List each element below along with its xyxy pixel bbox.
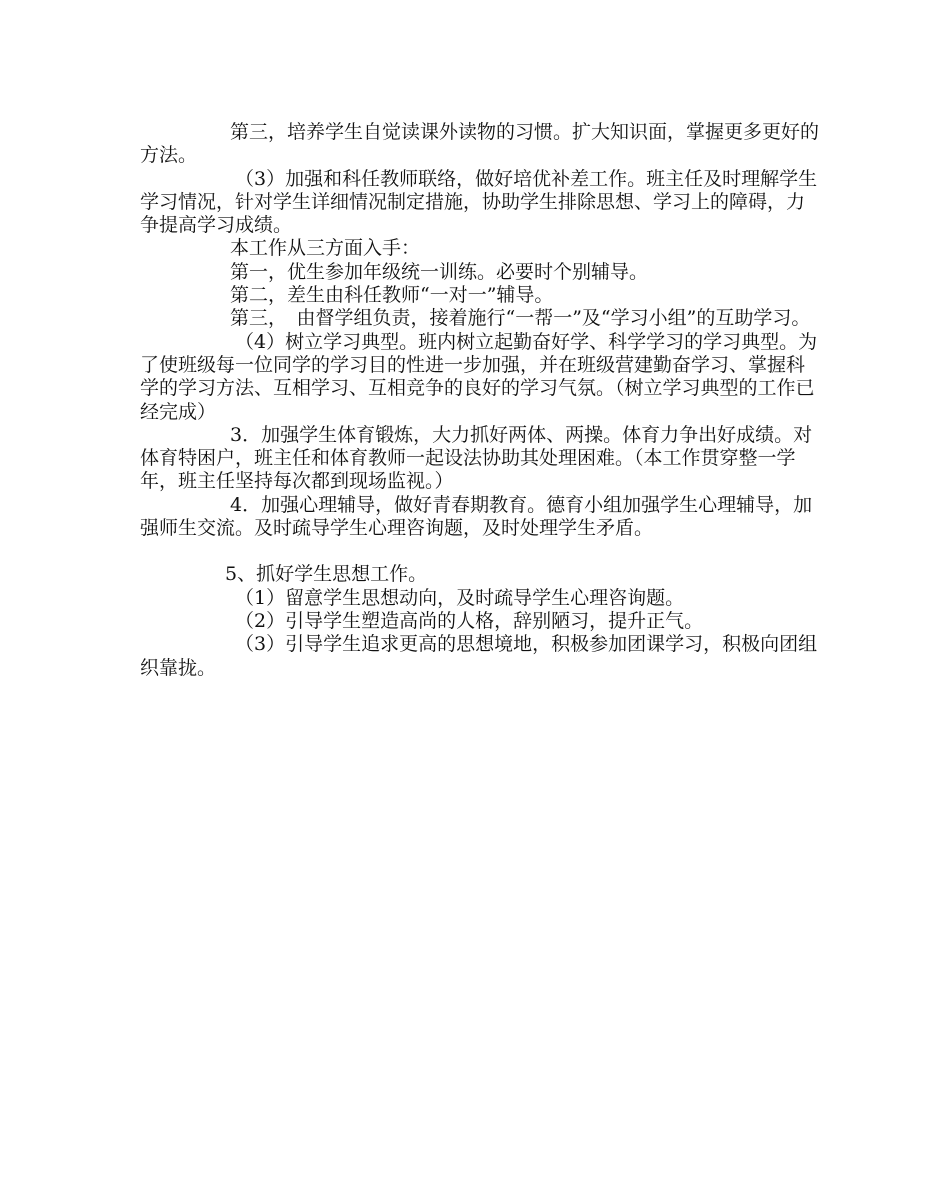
paragraph: 4．加强心理辅导，做好青春期教育。德育小组加强学生心理辅导，加强师生交流。及时疏导学生心理咨询题，及时处理学生矛盾。	[140, 493, 813, 540]
paragraph: 第二，差生由科任教师“一对一”辅导。	[230, 284, 554, 307]
paragraph: （3）引导学生追求更高的思想境地，积极参加团课学习，积极向团组织靠拢。	[140, 633, 818, 679]
paragraph: 本工作从三方面入手：	[230, 237, 421, 260]
paragraph: 第三， 由督学组负责，接着施行“一帮一”及“学习小组”的互助学习。	[230, 307, 811, 330]
paragraph: （3）加强和科任教师联络，做好培优补差工作。班主任及时理解学生学习情况，针对学生详细情况制定措施，协助学生排除思想、学习上的障碍，力争提高学习成绩。	[140, 167, 818, 237]
paragraph: 3．加强学生体育锻炼，大力抓好两体、两操。体育力争出好成绩。对体育特困户，班主任和体育教师一起设法协助其处理困难。（本工作贯穿整一学年，班主任坚持每次都到现场监视。）	[140, 423, 813, 493]
paragraph: （4）树立学习典型。班内树立起勤奋好学、科学学习的学习典型。为了使班级每一位同学的学习目的性进一步加强，并在班级营建勤奋学习、掌握科学的学习方法、互相学习、互相竞争的良好的学习气氛。（树立学习典型的工作已经完成）	[140, 330, 818, 423]
document-body	[140, 121, 820, 680]
paragraph: （1）留意学生思想动向，及时疏导学生心理咨询题。	[235, 586, 685, 609]
paragraph: 第一，优生参加年级统一训练。必要时个别辅导。	[230, 260, 649, 283]
paragraph: 5、抓好学生思想工作。	[225, 563, 428, 586]
paragraph: （2）引导学生塑造高尚的人格，辞别陋习，提升正气。	[235, 609, 704, 632]
paragraph-gap	[140, 540, 820, 563]
paragraph: 第三，培养学生自觉读课外读物的习惯。扩大知识面，掌握更多更好的方法。	[140, 121, 820, 167]
